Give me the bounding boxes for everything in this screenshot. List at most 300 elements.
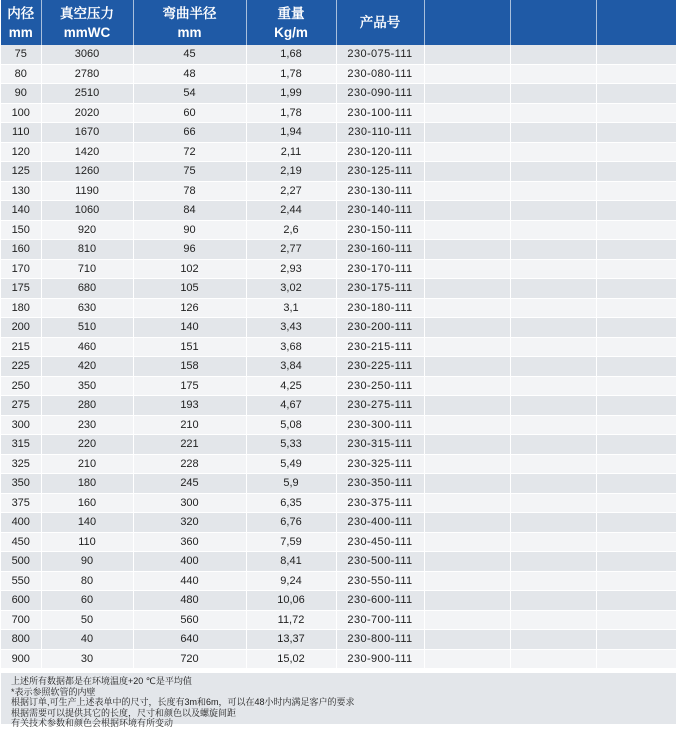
cell-vacuum-pressure: 630	[41, 298, 133, 318]
cell-inner-diameter: 170	[1, 259, 41, 279]
cell-weight: 5,33	[246, 435, 336, 455]
cell-vacuum-pressure: 220	[41, 435, 133, 455]
cell-bend-radius: 320	[133, 513, 246, 533]
table-row	[1, 571, 676, 591]
cell-bend-radius: 75	[133, 162, 246, 182]
cell-bend-radius: 440	[133, 571, 246, 591]
cell-empty	[510, 220, 596, 240]
cell-product-number: 230-140-111	[336, 201, 424, 221]
cell-product-number: 230-090-111	[336, 84, 424, 104]
cell-bend-radius: 193	[133, 396, 246, 416]
header-label: 重量	[277, 5, 305, 21]
cell-vacuum-pressure: 420	[41, 357, 133, 377]
cell-empty	[424, 610, 510, 630]
cell-product-number: 230-080-111	[336, 64, 424, 84]
cell-product-number: 230-200-111	[336, 318, 424, 338]
cell-empty	[424, 571, 510, 591]
cell-bend-radius: 126	[133, 298, 246, 318]
cell-inner-diameter: 75	[1, 45, 41, 64]
cell-empty	[596, 415, 676, 435]
cell-empty	[424, 357, 510, 377]
cell-empty	[424, 259, 510, 279]
cell-empty	[596, 84, 676, 104]
header-label: 弯曲半径	[162, 5, 217, 21]
cell-bend-radius: 78	[133, 181, 246, 201]
header-bend-radius	[133, 0, 246, 45]
cell-vacuum-pressure: 1260	[41, 162, 133, 182]
cell-weight: 1,94	[246, 123, 336, 143]
cell-empty	[510, 571, 596, 591]
cell-empty	[510, 103, 596, 123]
cell-empty	[424, 376, 510, 396]
table-row	[1, 357, 676, 377]
footnote-line: 有关技术参数和颜色会根据环境有所变动	[11, 718, 174, 728]
cell-inner-diameter: 325	[1, 454, 41, 474]
cell-empty	[510, 279, 596, 299]
cell-empty	[424, 240, 510, 260]
cell-weight: 3,84	[246, 357, 336, 377]
cell-inner-diameter: 125	[1, 162, 41, 182]
cell-product-number: 230-900-111	[336, 649, 424, 669]
cell-vacuum-pressure: 2510	[41, 84, 133, 104]
cell-empty	[596, 435, 676, 455]
cell-weight: 6,76	[246, 513, 336, 533]
cell-empty	[424, 435, 510, 455]
cell-empty	[510, 142, 596, 162]
cell-vacuum-pressure: 460	[41, 337, 133, 357]
cell-empty	[596, 376, 676, 396]
table-row	[1, 84, 676, 104]
cell-vacuum-pressure: 280	[41, 396, 133, 416]
cell-empty	[424, 220, 510, 240]
cell-product-number: 230-170-111	[336, 259, 424, 279]
cell-weight: 5,9	[246, 474, 336, 494]
cell-weight: 2,19	[246, 162, 336, 182]
cell-inner-diameter: 90	[1, 84, 41, 104]
cell-empty	[596, 571, 676, 591]
cell-empty	[424, 415, 510, 435]
cell-empty	[510, 64, 596, 84]
cell-empty	[596, 474, 676, 494]
cell-bend-radius: 54	[133, 84, 246, 104]
cell-empty	[596, 181, 676, 201]
table-row	[1, 435, 676, 455]
cell-empty	[596, 103, 676, 123]
cell-empty	[510, 591, 596, 611]
cell-empty	[510, 610, 596, 630]
cell-empty	[424, 649, 510, 669]
cell-empty	[596, 513, 676, 533]
cell-empty	[510, 240, 596, 260]
cell-vacuum-pressure: 180	[41, 474, 133, 494]
cell-vacuum-pressure: 1190	[41, 181, 133, 201]
table-body	[1, 45, 676, 669]
cell-vacuum-pressure: 50	[41, 610, 133, 630]
footnote-line: *表示参照软管的内壁	[11, 686, 96, 697]
header-weight	[246, 0, 336, 45]
cell-vacuum-pressure: 920	[41, 220, 133, 240]
cell-bend-radius: 228	[133, 454, 246, 474]
cell-vacuum-pressure: 680	[41, 279, 133, 299]
cell-bend-radius: 221	[133, 435, 246, 455]
cell-bend-radius: 72	[133, 142, 246, 162]
cell-empty	[424, 298, 510, 318]
header-empty-1	[424, 0, 510, 45]
cell-product-number: 230-225-111	[336, 357, 424, 377]
cell-inner-diameter: 350	[1, 474, 41, 494]
cell-empty	[596, 591, 676, 611]
cell-product-number: 230-550-111	[336, 571, 424, 591]
cell-empty	[424, 513, 510, 533]
cell-bend-radius: 96	[133, 240, 246, 260]
cell-empty	[424, 64, 510, 84]
cell-weight: 4,25	[246, 376, 336, 396]
cell-product-number: 230-315-111	[336, 435, 424, 455]
cell-weight: 2,6	[246, 220, 336, 240]
cell-empty	[510, 259, 596, 279]
cell-product-number: 230-215-111	[336, 337, 424, 357]
cell-product-number: 230-110-111	[336, 123, 424, 143]
cell-bend-radius: 84	[133, 201, 246, 221]
cell-vacuum-pressure: 30	[41, 649, 133, 669]
header-label: 内径	[7, 5, 35, 21]
header-unit: mm	[177, 24, 202, 40]
cell-inner-diameter: 140	[1, 201, 41, 221]
cell-product-number: 230-075-111	[336, 45, 424, 64]
cell-inner-diameter: 215	[1, 337, 41, 357]
cell-empty	[424, 45, 510, 64]
cell-weight: 15,02	[246, 649, 336, 669]
hose-spec-table	[1, 0, 677, 669]
table-row	[1, 649, 676, 669]
table-row	[1, 337, 676, 357]
cell-bend-radius: 720	[133, 649, 246, 669]
header-label: 产品号	[359, 15, 401, 30]
cell-weight: 8,41	[246, 552, 336, 572]
cell-inner-diameter: 175	[1, 279, 41, 299]
cell-empty	[424, 474, 510, 494]
cell-empty	[424, 142, 510, 162]
cell-empty	[510, 435, 596, 455]
cell-empty	[424, 162, 510, 182]
cell-vacuum-pressure: 1420	[41, 142, 133, 162]
cell-product-number: 230-250-111	[336, 376, 424, 396]
cell-inner-diameter: 250	[1, 376, 41, 396]
cell-empty	[424, 532, 510, 552]
cell-vacuum-pressure: 40	[41, 630, 133, 650]
cell-vacuum-pressure: 2020	[41, 103, 133, 123]
table-row	[1, 201, 676, 221]
cell-empty	[510, 513, 596, 533]
cell-bend-radius: 48	[133, 64, 246, 84]
cell-inner-diameter: 550	[1, 571, 41, 591]
header-label: 真空压力	[60, 5, 114, 21]
cell-weight: 5,49	[246, 454, 336, 474]
footnote-line: 根据需要可以提供其它的长度，尺寸和颜色以及螺旋间距	[11, 707, 237, 718]
cell-bend-radius: 66	[133, 123, 246, 143]
cell-weight: 2,44	[246, 201, 336, 221]
cell-weight: 3,43	[246, 318, 336, 338]
table-row	[1, 454, 676, 474]
cell-inner-diameter: 600	[1, 591, 41, 611]
cell-empty	[510, 376, 596, 396]
cell-weight: 1,78	[246, 64, 336, 84]
cell-weight: 5,08	[246, 415, 336, 435]
cell-inner-diameter: 315	[1, 435, 41, 455]
cell-product-number: 230-500-111	[336, 552, 424, 572]
cell-product-number: 230-700-111	[336, 610, 424, 630]
cell-weight: 10,06	[246, 591, 336, 611]
table-row	[1, 610, 676, 630]
cell-bend-radius: 151	[133, 337, 246, 357]
cell-product-number: 230-175-111	[336, 279, 424, 299]
cell-vacuum-pressure: 1060	[41, 201, 133, 221]
cell-product-number: 230-100-111	[336, 103, 424, 123]
cell-inner-diameter: 300	[1, 415, 41, 435]
cell-vacuum-pressure: 140	[41, 513, 133, 533]
cell-weight: 1,78	[246, 103, 336, 123]
table-row	[1, 630, 676, 650]
cell-inner-diameter: 400	[1, 513, 41, 533]
cell-product-number: 230-400-111	[336, 513, 424, 533]
cell-bend-radius: 90	[133, 220, 246, 240]
cell-empty	[596, 240, 676, 260]
cell-empty	[510, 318, 596, 338]
cell-empty	[596, 552, 676, 572]
cell-vacuum-pressure: 350	[41, 376, 133, 396]
cell-empty	[510, 415, 596, 435]
cell-empty	[596, 123, 676, 143]
header-unit: mmWC	[63, 24, 111, 40]
cell-inner-diameter: 200	[1, 318, 41, 338]
cell-vacuum-pressure: 60	[41, 591, 133, 611]
cell-vacuum-pressure: 230	[41, 415, 133, 435]
cell-empty	[510, 630, 596, 650]
cell-empty	[424, 396, 510, 416]
table-row	[1, 552, 676, 572]
cell-empty	[424, 201, 510, 221]
cell-product-number: 230-325-111	[336, 454, 424, 474]
cell-product-number: 230-160-111	[336, 240, 424, 260]
cell-weight: 11,72	[246, 610, 336, 630]
cell-weight: 2,27	[246, 181, 336, 201]
cell-product-number: 230-600-111	[336, 591, 424, 611]
cell-bend-radius: 400	[133, 552, 246, 572]
cell-inner-diameter: 160	[1, 240, 41, 260]
cell-product-number: 230-800-111	[336, 630, 424, 650]
cell-bend-radius: 105	[133, 279, 246, 299]
cell-empty	[424, 318, 510, 338]
header-unit: Kg/m	[274, 24, 308, 40]
table-row	[1, 298, 676, 318]
cell-empty	[596, 318, 676, 338]
cell-empty	[596, 610, 676, 630]
cell-bend-radius: 245	[133, 474, 246, 494]
cell-weight: 2,77	[246, 240, 336, 260]
cell-weight: 6,35	[246, 493, 336, 513]
header-vacuum-pressure	[41, 0, 133, 45]
header-product-number	[336, 0, 424, 45]
cell-inner-diameter: 120	[1, 142, 41, 162]
cell-empty	[596, 396, 676, 416]
cell-inner-diameter: 130	[1, 181, 41, 201]
cell-inner-diameter: 180	[1, 298, 41, 318]
cell-empty	[596, 357, 676, 377]
table-row	[1, 123, 676, 143]
cell-empty	[596, 259, 676, 279]
cell-bend-radius: 140	[133, 318, 246, 338]
header-inner-diameter	[1, 0, 41, 45]
cell-vacuum-pressure: 80	[41, 571, 133, 591]
cell-empty	[510, 201, 596, 221]
cell-inner-diameter: 900	[1, 649, 41, 669]
cell-empty	[424, 493, 510, 513]
cell-empty	[510, 552, 596, 572]
cell-empty	[596, 493, 676, 513]
cell-weight: 1,68	[246, 45, 336, 64]
cell-empty	[596, 630, 676, 650]
cell-weight: 2,11	[246, 142, 336, 162]
cell-product-number: 230-275-111	[336, 396, 424, 416]
cell-product-number: 230-130-111	[336, 181, 424, 201]
table-header	[1, 0, 676, 45]
cell-inner-diameter: 375	[1, 493, 41, 513]
table-row	[1, 142, 676, 162]
cell-bend-radius: 102	[133, 259, 246, 279]
cell-bend-radius: 300	[133, 493, 246, 513]
cell-empty	[510, 493, 596, 513]
footnote-line: 根据订单,可生产上述表单中的尺寸，长度有3m和6m，可以在48小时内满足客户的要求	[11, 697, 355, 707]
table-row	[1, 162, 676, 182]
cell-empty	[424, 123, 510, 143]
cell-inner-diameter: 800	[1, 630, 41, 650]
cell-empty	[424, 181, 510, 201]
cell-product-number: 230-180-111	[336, 298, 424, 318]
cell-bend-radius: 480	[133, 591, 246, 611]
cell-empty	[424, 337, 510, 357]
cell-product-number: 230-125-111	[336, 162, 424, 182]
cell-inner-diameter: 80	[1, 64, 41, 84]
cell-empty	[596, 64, 676, 84]
cell-inner-diameter: 700	[1, 610, 41, 630]
cell-inner-diameter: 450	[1, 532, 41, 552]
cell-weight: 3,02	[246, 279, 336, 299]
cell-inner-diameter: 110	[1, 123, 41, 143]
table-row	[1, 513, 676, 533]
table-row	[1, 396, 676, 416]
cell-bend-radius: 210	[133, 415, 246, 435]
cell-weight: 3,68	[246, 337, 336, 357]
table-row	[1, 220, 676, 240]
cell-inner-diameter: 150	[1, 220, 41, 240]
header-empty-3	[596, 0, 676, 45]
cell-inner-diameter: 275	[1, 396, 41, 416]
cell-empty	[596, 298, 676, 318]
table-row	[1, 181, 676, 201]
cell-product-number: 230-450-111	[336, 532, 424, 552]
table-row	[1, 240, 676, 260]
cell-weight: 4,67	[246, 396, 336, 416]
cell-inner-diameter: 225	[1, 357, 41, 377]
cell-empty	[596, 454, 676, 474]
cell-vacuum-pressure: 3060	[41, 45, 133, 64]
cell-vacuum-pressure: 90	[41, 552, 133, 572]
cell-empty	[424, 630, 510, 650]
cell-weight: 9,24	[246, 571, 336, 591]
table-row	[1, 259, 676, 279]
cell-empty	[510, 45, 596, 64]
cell-empty	[596, 220, 676, 240]
footnote-line: 上述所有数据都是在环境温度+20 ℃是平均值	[11, 676, 192, 686]
cell-empty	[510, 162, 596, 182]
cell-vacuum-pressure: 160	[41, 493, 133, 513]
cell-empty	[596, 532, 676, 552]
table-row	[1, 279, 676, 299]
cell-bend-radius: 175	[133, 376, 246, 396]
cell-empty	[510, 181, 596, 201]
cell-vacuum-pressure: 710	[41, 259, 133, 279]
cell-empty	[510, 532, 596, 552]
cell-vacuum-pressure: 510	[41, 318, 133, 338]
cell-empty	[596, 45, 676, 64]
header-unit: mm	[8, 24, 33, 40]
cell-empty	[596, 649, 676, 669]
footnotes	[1, 673, 676, 728]
cell-bend-radius: 158	[133, 357, 246, 377]
cell-weight: 7,59	[246, 532, 336, 552]
cell-empty	[510, 474, 596, 494]
cell-product-number: 230-375-111	[336, 493, 424, 513]
cell-empty	[424, 552, 510, 572]
cell-product-number: 230-150-111	[336, 220, 424, 240]
cell-empty	[510, 298, 596, 318]
cell-empty	[596, 337, 676, 357]
cell-product-number: 230-350-111	[336, 474, 424, 494]
cell-vacuum-pressure: 810	[41, 240, 133, 260]
cell-empty	[596, 279, 676, 299]
cell-empty	[424, 279, 510, 299]
cell-empty	[510, 337, 596, 357]
cell-bend-radius: 640	[133, 630, 246, 650]
cell-inner-diameter: 100	[1, 103, 41, 123]
cell-weight: 3,1	[246, 298, 336, 318]
cell-empty	[510, 649, 596, 669]
table-row	[1, 474, 676, 494]
table-row	[1, 591, 676, 611]
cell-empty	[596, 201, 676, 221]
cell-vacuum-pressure: 2780	[41, 64, 133, 84]
cell-weight: 13,37	[246, 630, 336, 650]
cell-empty	[510, 396, 596, 416]
cell-bend-radius: 60	[133, 103, 246, 123]
cell-bend-radius: 45	[133, 45, 246, 64]
table-row	[1, 318, 676, 338]
cell-inner-diameter: 500	[1, 552, 41, 572]
cell-empty	[510, 454, 596, 474]
cell-empty	[424, 103, 510, 123]
table-row	[1, 493, 676, 513]
cell-empty	[510, 123, 596, 143]
cell-empty	[596, 162, 676, 182]
cell-empty	[424, 84, 510, 104]
header-row	[1, 0, 676, 45]
table-row	[1, 376, 676, 396]
cell-empty	[424, 591, 510, 611]
cell-vacuum-pressure: 1670	[41, 123, 133, 143]
cell-vacuum-pressure: 110	[41, 532, 133, 552]
table-row	[1, 532, 676, 552]
cell-bend-radius: 360	[133, 532, 246, 552]
